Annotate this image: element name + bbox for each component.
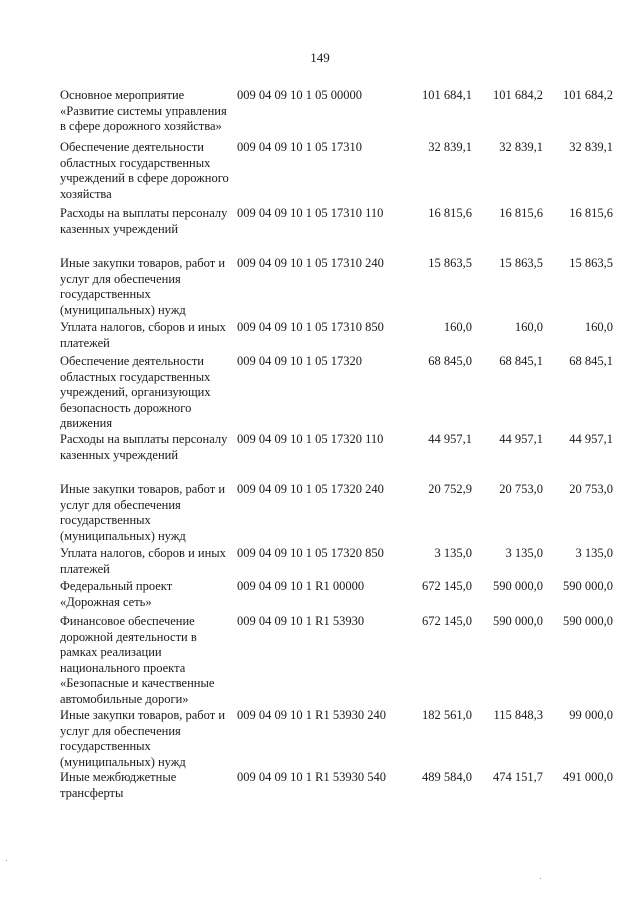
row-value-3: 99 000,0 (569, 708, 613, 722)
scan-speck (540, 878, 541, 879)
row-value-1: 182 561,0 (422, 708, 472, 722)
row-value-1: 20 752,9 (428, 482, 472, 496)
row-code: 009 04 09 10 1 R1 53930 240 (237, 708, 386, 722)
row-name: Финансовое обеспечение дорожной деятельности в рамках реализации национального проекта «Безопасные и качественные автомобильные дороги» (60, 614, 215, 706)
row-value-3: 101 684,2 (563, 88, 613, 102)
row-value-1: 672 145,0 (422, 614, 472, 628)
scan-speck (6, 860, 7, 861)
row-value-1: 672 145,0 (422, 579, 472, 593)
row-code: 009 04 09 10 1 05 00000 (237, 88, 362, 102)
row-value-2: 474 151,7 (493, 770, 543, 784)
row-name: Уплата налогов, сборов и иных платежей (60, 546, 226, 576)
row-value-2: 68 845,1 (499, 354, 543, 368)
row-name: Иные закупки товаров, работ и услуг для обеспечения государственных (муниципальных) нужд (60, 482, 226, 543)
row-code: 009 04 09 10 1 R1 53930 (237, 614, 365, 628)
row-value-2: 15 863,5 (499, 256, 543, 270)
row-value-2: 16 815,6 (499, 206, 543, 220)
row-code: 009 04 09 10 1 05 17320 850 (237, 546, 384, 560)
page-number: 149 (310, 50, 330, 65)
row-value-3: 160,0 (584, 320, 613, 334)
row-value-2: 20 753,0 (499, 482, 543, 496)
row-value-3: 44 957,1 (569, 432, 613, 446)
row-value-3: 590 000,0 (563, 579, 613, 593)
row-name: Основное мероприятие «Развитие системы управления в сфере дорожного хозяйства» (60, 88, 227, 134)
row-code: 009 04 09 10 1 05 17310 110 (237, 206, 384, 220)
row-name: Уплата налогов, сборов и иных платежей (60, 320, 226, 350)
row-value-1: 489 584,0 (422, 770, 472, 784)
row-value-3: 15 863,5 (569, 256, 613, 270)
row-name: Расходы на выплаты персоналу казенных учреждений (60, 432, 228, 462)
row-value-1: 3 135,0 (434, 546, 472, 560)
row-value-1: 101 684,1 (422, 88, 472, 102)
row-name: Обеспечение деятельности областных государственных учреждений в сфере дорожного хозяйства (60, 140, 229, 201)
row-name: Иные закупки товаров, работ и услуг для обеспечения государственных (муниципальных) нужд (60, 708, 226, 769)
row-code: 009 04 09 10 1 R1 53930 540 (237, 770, 386, 784)
row-name: Иные закупки товаров, работ и услуг для обеспечения государственных (муниципальных) нужд (60, 256, 226, 317)
row-value-2: 32 839,1 (499, 140, 543, 154)
row-value-3: 590 000,0 (563, 614, 613, 628)
row-value-3: 20 753,0 (569, 482, 613, 496)
row-value-2: 101 684,2 (493, 88, 543, 102)
row-value-3: 3 135,0 (575, 546, 613, 560)
row-value-2: 590 000,0 (493, 579, 543, 593)
row-value-2: 44 957,1 (499, 432, 543, 446)
row-name: Обеспечение деятельности областных государственных учреждений, организующих безопасность дорожного движения (60, 354, 211, 431)
row-code: 009 04 09 10 1 05 17310 240 (237, 256, 384, 270)
row-value-3: 16 815,6 (569, 206, 613, 220)
row-value-1: 160,0 (443, 320, 472, 334)
row-code: 009 04 09 10 1 05 17320 110 (237, 432, 384, 446)
row-code: 009 04 09 10 1 R1 00000 (237, 579, 365, 593)
row-value-1: 32 839,1 (428, 140, 472, 154)
row-value-3: 32 839,1 (569, 140, 613, 154)
row-code: 009 04 09 10 1 05 17310 (237, 140, 362, 154)
row-value-3: 491 000,0 (563, 770, 613, 784)
row-value-2: 590 000,0 (493, 614, 543, 628)
row-value-2: 160,0 (514, 320, 543, 334)
row-code: 009 04 09 10 1 05 17320 (237, 354, 362, 368)
row-value-1: 16 815,6 (428, 206, 472, 220)
row-value-1: 68 845,0 (428, 354, 472, 368)
row-value-2: 115 848,3 (493, 708, 543, 722)
row-value-2: 3 135,0 (505, 546, 543, 560)
row-value-1: 15 863,5 (428, 256, 472, 270)
row-name: Расходы на выплаты персоналу казенных учреждений (60, 206, 228, 236)
row-code: 009 04 09 10 1 05 17320 240 (237, 482, 384, 496)
row-value-1: 44 957,1 (428, 432, 472, 446)
row-name: Иные межбюджетные трансферты (60, 770, 177, 800)
row-name: Федеральный проект «Дорожная сеть» (60, 579, 173, 609)
row-code: 009 04 09 10 1 05 17310 850 (237, 320, 384, 334)
row-value-3: 68 845,1 (569, 354, 613, 368)
